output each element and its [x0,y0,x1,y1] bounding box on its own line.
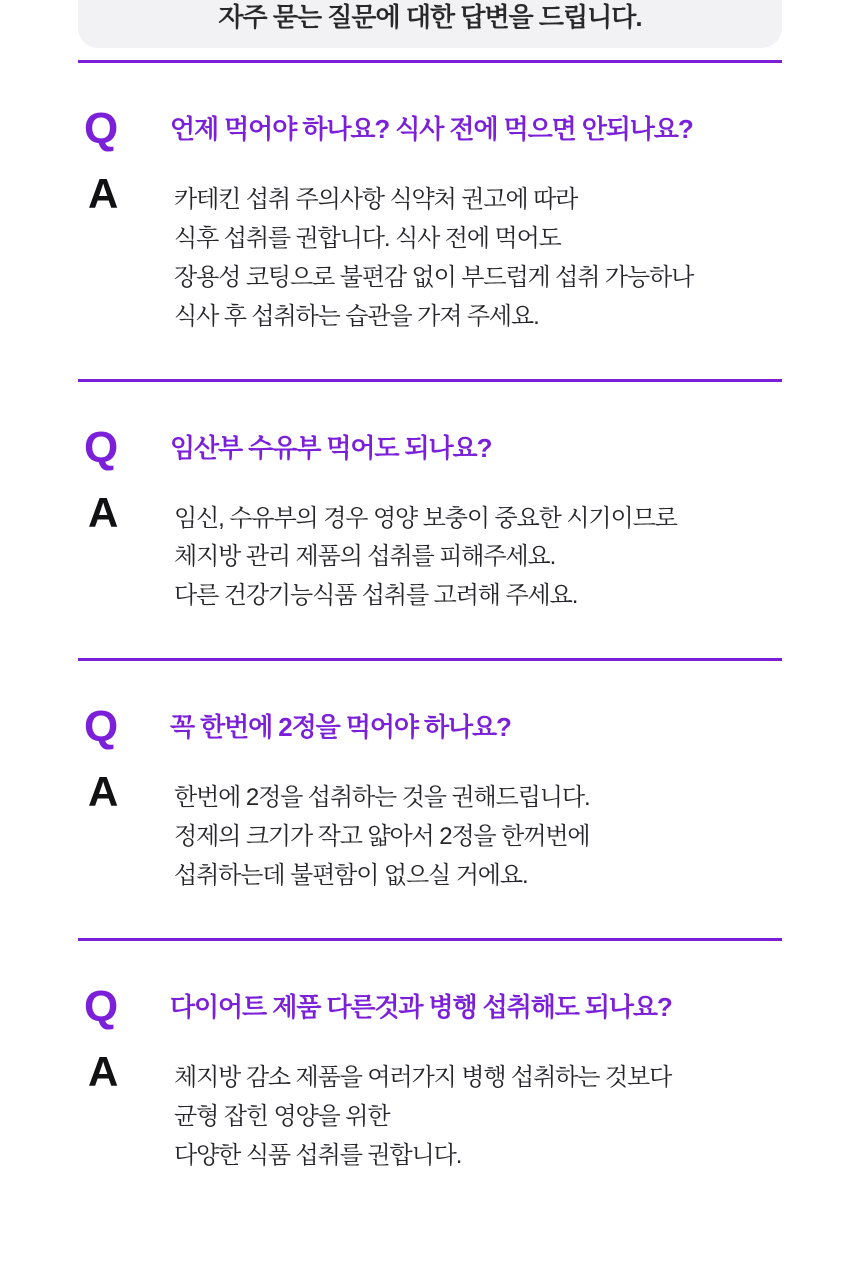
faq-answer-row [78,488,782,659]
faq-item [78,938,782,1218]
answer-marker: A [88,488,118,536]
faq-answer-row [78,768,782,938]
faq-question-row [78,702,782,752]
answer-line: 식후 섭취를 권합니다. 식사 전에 먹어도 [174,224,561,252]
top-banner [78,0,782,48]
answer-line: 섭취하는데 불편함이 없으실 거에요. [174,861,528,889]
answer-line: 체지방 관리 제품의 섭취를 피해주세요. [174,543,556,571]
answer-line: 정제의 크기가 작고 얇아서 2정을 한꺼번에 [174,823,590,850]
faq-question-text: 언제 먹어야 하나요? 식사 전에 먹으면 안되나요? [170,114,693,144]
faq-answer-text [174,173,782,337]
answer-marker: A [88,768,118,816]
faq-item [78,379,782,659]
top-banner-text: 자주 묻는 질문에 대한 답변을 드립니다. [218,2,642,32]
faq-answer-text [174,492,782,617]
answer-line: 임신, 수유부의 경우 영양 보충이 중요한 시기이므로 [174,504,677,532]
faq-question-row [78,422,782,472]
answer-line: 카테킨 섭취 주의사항 식약처 권고에 따라 [174,186,578,213]
answer-line: 한번에 2정을 섭취하는 것을 권해드립니다. [174,784,590,812]
answer-line: 균형 잡힌 영양을 위한 [174,1102,390,1130]
faq-answer-text [174,1051,782,1176]
answer-line: 다양한 식품 섭취를 권합니다. [174,1141,462,1169]
faq-question-text: 임산부 수유부 먹어도 되나요? [170,432,492,463]
faq-question-row [78,981,782,1031]
faq-question-text: 다이어트 제품 다른것과 병행 섭취해도 되나요? [170,991,672,1022]
faq-item [78,60,782,379]
answer-marker: A [88,1047,118,1095]
faq-item [78,658,782,938]
question-marker: Q [84,104,118,153]
faq-answer-row [78,170,782,379]
question-marker: Q [84,422,118,472]
answer-marker: A [88,170,118,217]
faq-question-row [78,104,782,153]
answer-line: 다른 건강기능식품 섭취를 고려해 주세요. [174,582,578,610]
faq-list [0,60,860,1217]
question-marker: Q [84,981,118,1031]
faq-answer-text [174,771,782,896]
answer-line: 식사 후 섭취하는 습관을 가져 주세요. [174,302,539,330]
answer-line: 체지방 감소 제품을 여러가지 병행 섭취하는 것보다 [174,1063,672,1091]
question-marker: Q [84,702,118,752]
faq-question-text: 꼭 한번에 2정을 먹어야 하나요? [170,712,511,743]
answer-line: 장용성 코팅으로 불편감 없이 부드럽게 섭취 가능하나 [174,263,694,291]
faq-answer-row [78,1047,782,1218]
